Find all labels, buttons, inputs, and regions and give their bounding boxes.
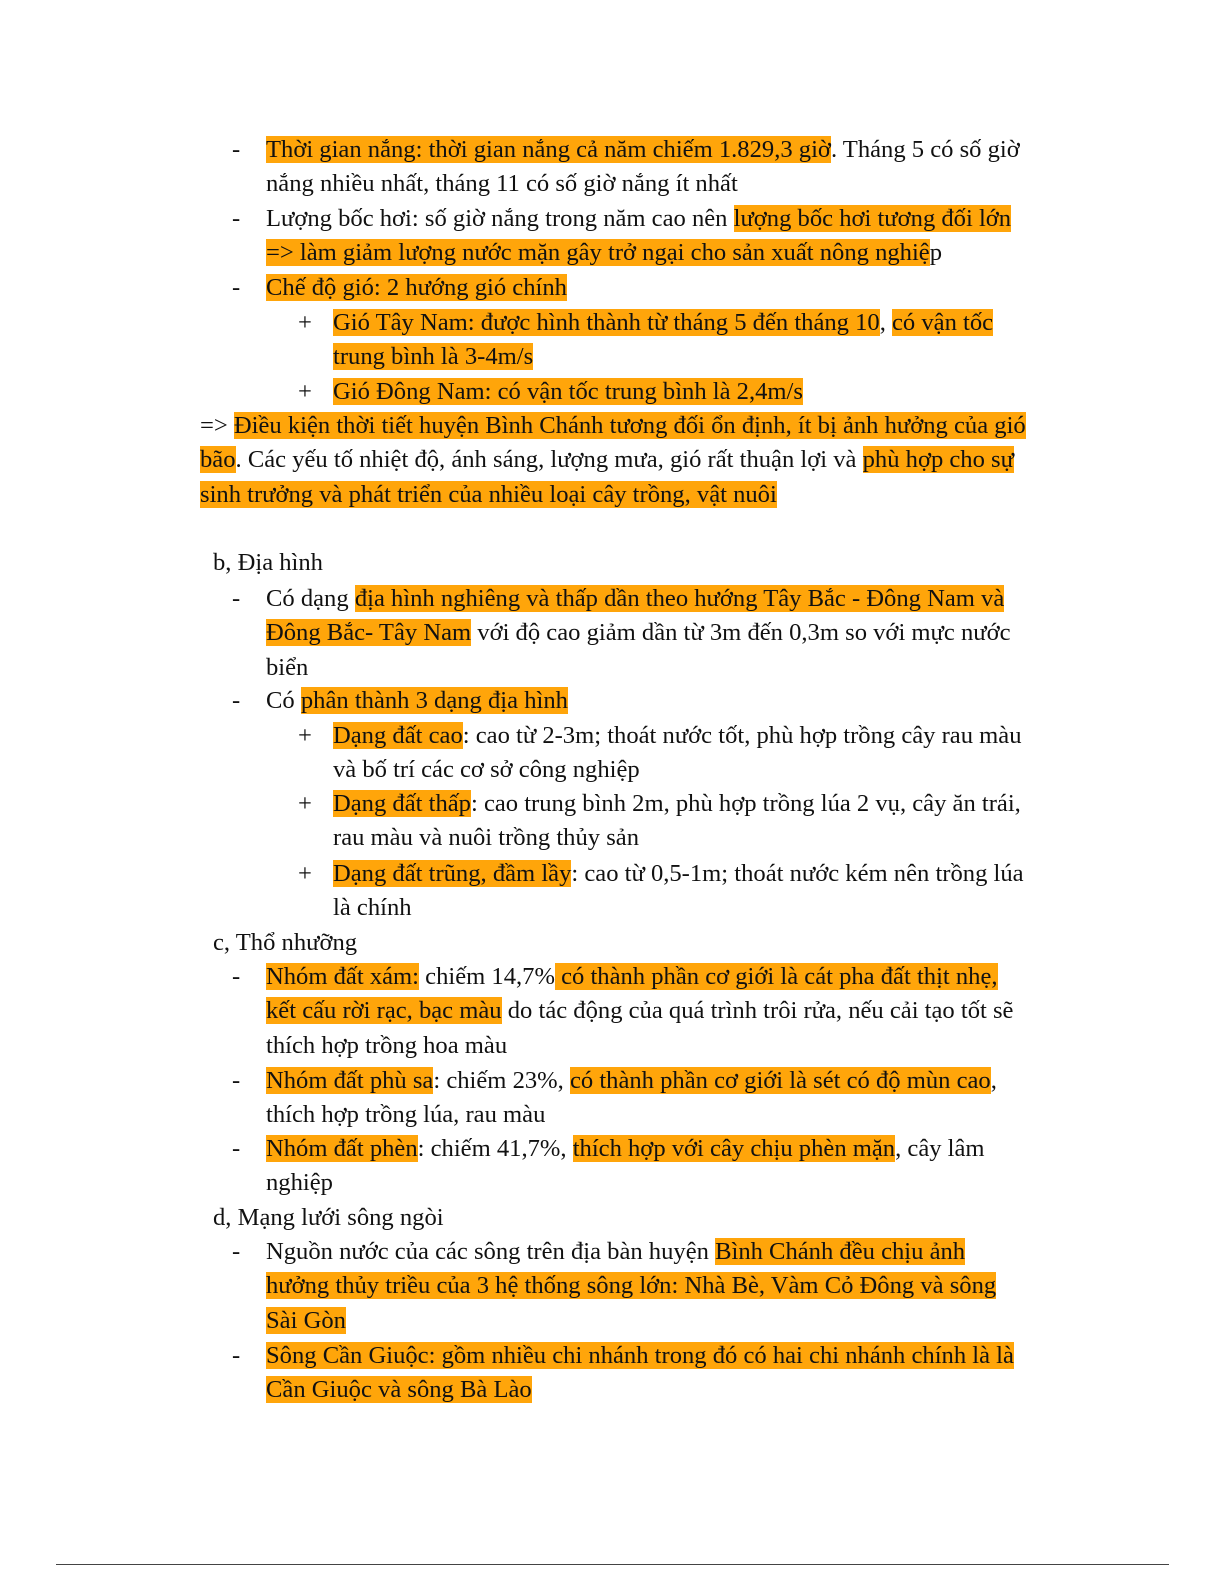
highlight: Dạng đất trũng, đầm lầy bbox=[333, 860, 572, 887]
bullet-terrain-slope bbox=[266, 582, 1036, 685]
highlight: Bình Chánh đều chịu ảnh hưởng thủy triều của 3 hệ thống sông lớn: Nhà Bè, Vàm Cỏ Đông và sông Sài Gòn bbox=[266, 1238, 997, 1334]
plain-text: , bbox=[879, 309, 893, 336]
highlight: Nhóm đất phù sa bbox=[266, 1067, 434, 1094]
bullet-dash: - bbox=[232, 963, 241, 990]
plain-text: : cao từ 2-3m; thoát nước tốt, phù hợp trồng cây rau màu và bố trí các cơ sở công nghiệp bbox=[333, 722, 1022, 784]
bullet-soil-alum bbox=[266, 1132, 1038, 1201]
highlight: Dạng đất thấp bbox=[333, 790, 471, 817]
highlight: địa hình nghiêng và thấp dần theo hướng Tây Bắc - Đông Nam và Đông Bắc- Tây Nam bbox=[266, 585, 1005, 647]
bullet-dash: - bbox=[232, 1342, 241, 1369]
highlight: Gió Tây Nam: được hình thành từ tháng 5 đến tháng 10 bbox=[333, 309, 880, 336]
highlight: phân thành 3 dạng địa hình bbox=[300, 687, 568, 714]
bullet-dash: - bbox=[232, 1135, 241, 1162]
plain-text: . Tháng 5 có số giờ nắng nhiều nhất, tháng 11 có số giờ nắng ít nhất bbox=[266, 136, 1020, 198]
bullet-terrain-types bbox=[266, 684, 1046, 718]
plain-text: Lượng bốc hơi: số giờ nắng trong năm cao nên bbox=[266, 205, 734, 232]
bullet-soil-alluvial bbox=[266, 1064, 1016, 1133]
plain-text: do tác động của quá trình trôi rửa, nếu cải tạo tốt sẽ thích hợp trồng hoa màu bbox=[266, 997, 1014, 1059]
bullet-plus: + bbox=[298, 722, 312, 749]
highlight: có thành phần cơ giới là sét có độ mùn cao bbox=[569, 1067, 991, 1094]
highlight: Sông Cần Giuộc: gồm nhiều chi nhánh trong đó có hai chi nhánh chính là là Cần Giuộc và sông Bà Lào bbox=[266, 1342, 1014, 1404]
highlight: thích hợp với cây chịu phèn mặn bbox=[572, 1135, 896, 1162]
bullet-rivers-source bbox=[266, 1235, 1016, 1338]
bullet-dash: - bbox=[232, 585, 241, 612]
bullet-dash: - bbox=[232, 136, 241, 163]
highlight: Điều kiện thời tiết huyện Bình Chánh tương đối ổn định, ít bị ảnh hưởng của gió bão bbox=[200, 412, 1026, 474]
highlight: Nhóm đất phèn bbox=[266, 1135, 418, 1162]
bullet-terrain-high bbox=[333, 719, 1038, 788]
highlight: có thành phần cơ giới là cát pha đất thịt nhẹ, kết cấu rời rạc, bạc màu bbox=[266, 963, 998, 1025]
plain-text: : chiếm 23%, bbox=[433, 1067, 570, 1094]
highlight: có vận tốc trung bình là 3-4m/s bbox=[333, 309, 994, 371]
arrow-marker: => bbox=[200, 412, 228, 439]
plain-text: . Các yếu tố nhiệt độ, ánh sáng, lượng mưa, gió rất thuận lợi và bbox=[235, 446, 863, 474]
plain-text: Có bbox=[266, 687, 301, 714]
page-bottom-rule bbox=[56, 1564, 1169, 1565]
highlight: Thời gian nắng: thời gian nắng cả năm chiếm 1.829,3 giờ bbox=[266, 136, 831, 163]
plain-text: với độ cao giảm dần từ 3m đến 0,3m so với mực nước biển bbox=[266, 619, 1011, 681]
bullet-plus: + bbox=[298, 790, 312, 817]
heading-terrain: b, Địa hình bbox=[213, 549, 323, 576]
bullet-plus: + bbox=[298, 309, 312, 336]
bullet-dash: - bbox=[232, 1238, 241, 1265]
plain-text: , cây lâm nghiệp bbox=[266, 1135, 985, 1197]
bullet-terrain-swamp bbox=[333, 857, 1038, 926]
bullet-dash: - bbox=[232, 687, 241, 714]
bullet-dash: - bbox=[232, 205, 241, 232]
heading-soil: c, Thổ nhưỡng bbox=[213, 929, 358, 956]
plain-text: p bbox=[929, 239, 943, 267]
bullet-wind-southeast bbox=[333, 375, 1038, 409]
highlight: Dạng đất cao bbox=[333, 722, 463, 749]
plain-text: Có dạng bbox=[266, 585, 355, 612]
climate-conclusion bbox=[200, 409, 1040, 512]
bullet-evaporation bbox=[266, 202, 1036, 271]
plain-text: : cao trung bình 2m, phù hợp trồng lúa 2 vụ, cây ăn trái, rau màu và nuôi trồng thủy sản bbox=[333, 790, 1021, 852]
plain-text: , thích hợp trồng lúa, rau màu bbox=[266, 1067, 997, 1129]
plain-text: : chiếm 41,7%, bbox=[417, 1135, 573, 1162]
bullet-terrain-low bbox=[333, 787, 1038, 856]
highlight: Nhóm đất xám: bbox=[266, 963, 420, 990]
bullet-soil-grey bbox=[266, 960, 1016, 1063]
plain-text: Nguồn nước của các sông trên địa bàn huyện bbox=[266, 1238, 716, 1265]
bullet-dash: - bbox=[232, 1067, 241, 1094]
bullet-dash: - bbox=[232, 274, 241, 301]
bullet-wind bbox=[266, 271, 1046, 305]
bullet-wind-southwest bbox=[333, 306, 1038, 375]
plain-text: chiếm 14,7% bbox=[419, 963, 555, 990]
plain-text: : cao từ 0,5-1m; thoát nước kém nên trồng lúa là chính bbox=[333, 860, 1024, 922]
bullet-plus: + bbox=[298, 378, 312, 405]
highlight: phù hợp cho sự sinh trưởng và phát triển của nhiều loại cây trồng, vật nuôi bbox=[200, 446, 1014, 508]
bullet-plus: + bbox=[298, 860, 312, 887]
heading-rivers: d, Mạng lưới sông ngòi bbox=[213, 1204, 444, 1231]
highlight: Gió Đông Nam: có vận tốc trung bình là 2,4m/s bbox=[333, 378, 803, 405]
bullet-rivers-can-giuoc bbox=[266, 1339, 1038, 1408]
bullet-sunshine bbox=[266, 133, 1046, 202]
highlight: Chế độ gió: 2 hướng gió chính bbox=[266, 274, 567, 301]
highlight: lượng bốc hơi tương đối lớn => làm giảm lượng nước mặn gây trở ngại cho sản xuất nông nghiệ bbox=[266, 205, 1012, 267]
